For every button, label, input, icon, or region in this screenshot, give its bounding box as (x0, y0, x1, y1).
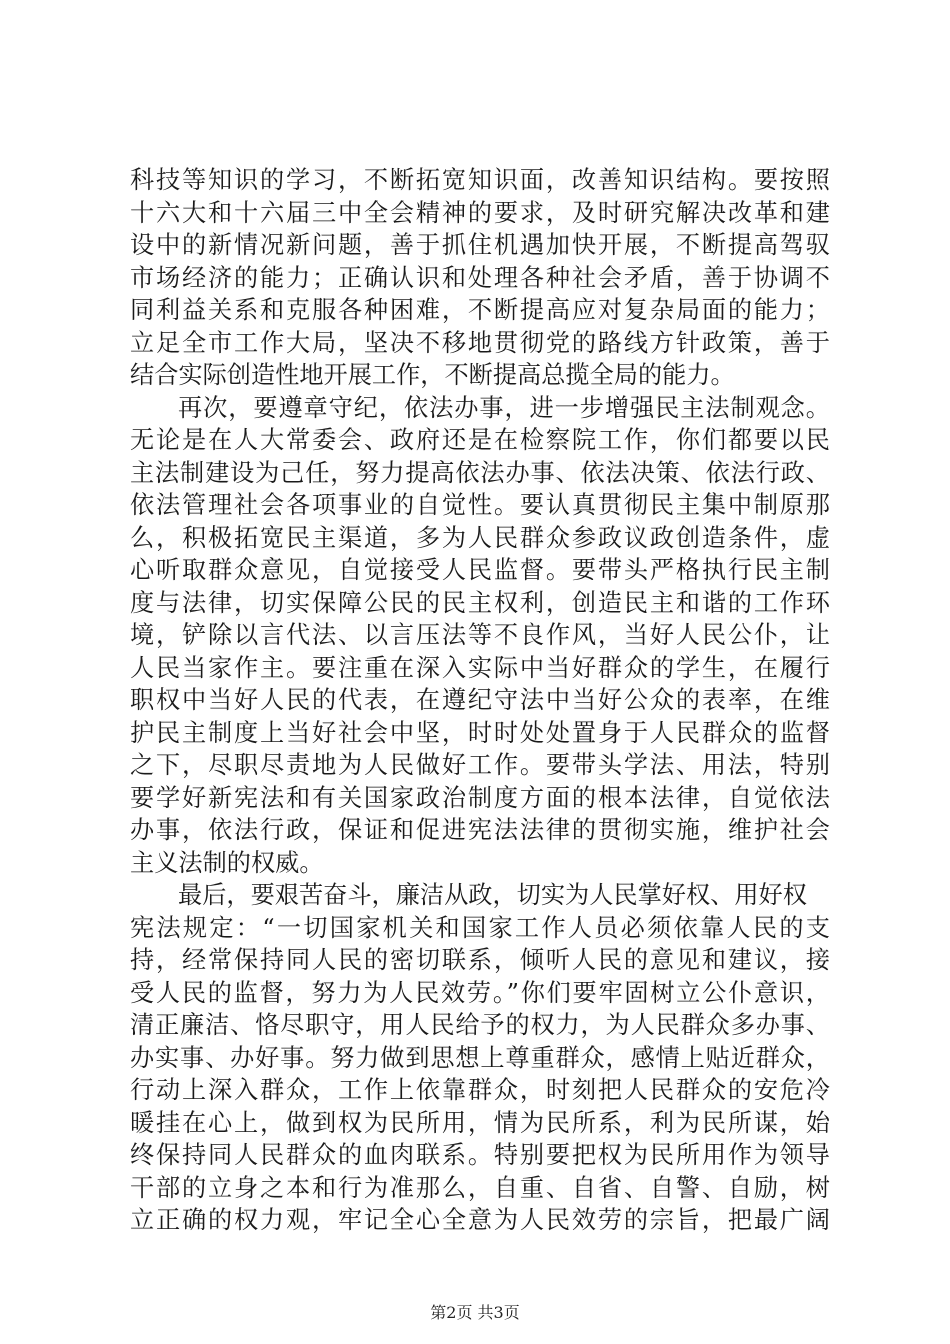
text-line: 立足全市工作大局，坚决不移地贯彻党的路线方针政策，善于 (130, 328, 830, 357)
text-line: 立正确的权力观，牢记全心全意为人民效劳的宗旨，把最广阔 (130, 1206, 830, 1234)
text-line: 之下，尽职尽责地为人民做好工作。要带头学法、用法，特别 (130, 751, 830, 779)
text-line: 境，铲除以言代法、以言压法等不良作风，当好人民公仆，让 (130, 621, 830, 649)
text-line: 科技等知识的学习，不断拓宽知识面，改善知识结构。要按照 (130, 166, 830, 194)
text-line: 市场经济的能力；正确认识和处理各种社会矛盾，善于协调不 (130, 263, 830, 292)
text-line: 心听取群众意见，自觉接受人民监督。要带头严格执行民主制 (130, 556, 830, 584)
text-line: 办事，依法行政，保证和促进宪法法律的贯彻实施，维护社会 (130, 816, 830, 844)
text-line: 无论是在人大常委会、政府还是在检察院工作，你们都要以民 (130, 426, 830, 454)
text-line: 要学好新宪法和有关国家政治制度方面的根本法律，自觉依法 (130, 783, 830, 812)
text-line: 受人民的监督，努力为人民效劳。”你们要牢固树立公仆意识， (130, 978, 830, 1007)
text-line: 依法管理社会各项事业的自觉性。要认真贯彻民主集中制原那 (130, 491, 830, 519)
paragraph-start: 最后，要艰苦奋斗，廉洁从政，切实为人民掌好权、用好权 (178, 881, 807, 909)
text-line: 主义法制的权威。 (130, 848, 324, 877)
text-line: 办实事、办好事。努力做到思想上尊重群众，感情上贴近群众， (130, 1043, 830, 1072)
paragraph-start: 再次，要遵章守纪，依法办事，进一步增强民主法制观念。 (178, 393, 830, 422)
text-line: 设中的新情况新问题，善于抓住机遇加快开展，不断提高驾驭 (130, 231, 830, 259)
text-line: 职权中当好人民的代表，在遵纪守法中当好公众的表率，在维 (130, 686, 830, 714)
text-line: 同利益关系和克服各种困难，不断提高应对复杂局面的能力； (130, 296, 830, 324)
page-number-label: 第2页 共3页 (430, 1303, 520, 1322)
body-text (130, 164, 830, 1237)
text-line: 终保持同人民群众的血肉联系。特别要把权为民所用作为领导 (130, 1141, 830, 1169)
text-line: 持，经常保持同人民的密切联系，倾听人民的意见和建议，接 (130, 946, 830, 974)
text-line: 清正廉洁、恪尽职守，用人民给予的权力，为人民群众多办事、 (130, 1011, 830, 1039)
text-line: 宪法规定：“一切国家机关和国家工作人员必须依靠人民的支 (130, 913, 830, 942)
text-line: 度与法律，切实保障公民的民主权利，创造民主和谐的工作环 (130, 588, 830, 617)
text-line: 么，积极拓宽民主渠道，多为人民群众参政议政创造条件，虚 (130, 523, 830, 552)
text-line: 主法制建设为己任，努力提高依法办事、依法决策、依法行政、 (130, 458, 830, 487)
text-line: 人民当家作主。要注重在深入实际中当好群众的学生，在履行 (130, 653, 830, 682)
text-line: 护民主制度上当好社会中坚，时时处处置身于人民群众的监督 (130, 718, 830, 747)
text-line: 暖挂在心上，做到权为民所用，情为民所系，利为民所谋，始 (130, 1108, 830, 1137)
text-line: 结合实际创造性地开展工作，不断提高总揽全局的能力。 (130, 361, 735, 389)
text-line: 行动上深入群众，工作上依靠群众，时刻把人民群众的安危冷 (130, 1076, 830, 1104)
page-footer (0, 1303, 950, 1323)
text-line: 干部的立身之本和行为准那么，自重、自省、自警、自励，树 (130, 1173, 830, 1202)
text-line: 十六大和十六届三中全会精神的要求，及时研究解决改革和建 (130, 198, 830, 227)
